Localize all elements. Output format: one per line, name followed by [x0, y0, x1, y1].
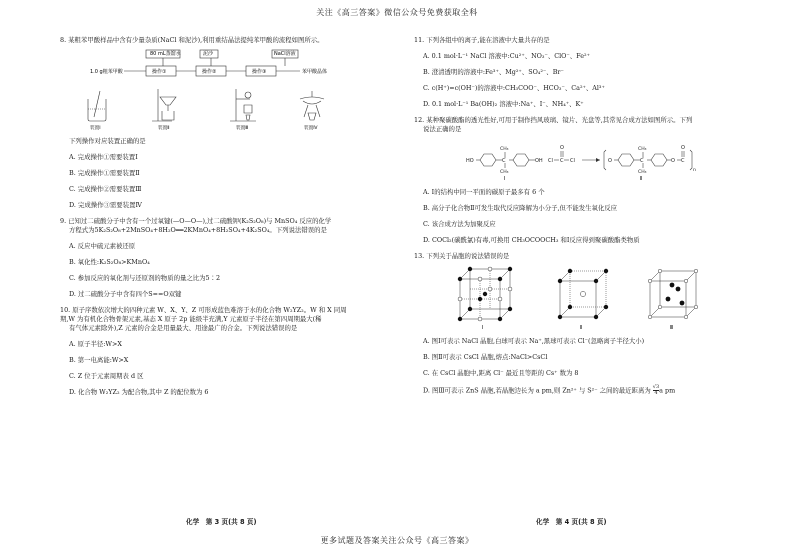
right-column — [414, 36, 748, 403]
q11-option-b: B. 澄清透明的溶液中:Fe³⁺、Mg²⁺、SO₄²⁻、Br⁻ — [423, 68, 564, 76]
q11-option-d: D. 0.1 mol·L⁻¹ Ba(OH)₂ 溶液中:Na⁺、I⁻、NH₄⁺、K⁺ — [423, 100, 584, 108]
crystal-label-1: Ⅰ — [482, 325, 484, 331]
q9-option-b: B. 氧化性:K₂S₂O₈>KMnO₄ — [69, 258, 150, 266]
apparatus-2-label: 装置Ⅱ — [158, 126, 170, 131]
crystal-label-2: Ⅱ — [580, 325, 583, 331]
q12-structure-figure — [414, 138, 748, 182]
q11-option-c: C. c(H⁺)=c(OH⁻)的溶液中:CH₃COO⁻、HCO₃⁻、Ca²⁺、Al³⁺ — [423, 84, 605, 92]
svg-text:O: O — [560, 145, 564, 151]
q10-option-c: C. Z 位于元素周期表 d 区 — [69, 372, 144, 380]
svg-text:O: O — [681, 145, 685, 151]
sqrt3-over-4-a-fraction: $\frac{√3}{4}$ — [652, 384, 660, 396]
apparatus-4-label: 装置Ⅳ — [304, 126, 318, 131]
left-column — [60, 36, 382, 404]
svg-text:n: n — [693, 168, 696, 173]
crystal-cell-3 — [650, 271, 696, 317]
q12-stem-line1: 12. 某种聚碳酸酯的透光性好,可用于制作挡风玻璃、镜片、光盘等,其常见合成方法如图所示。下列 — [414, 116, 693, 124]
q13-option-c: C. 在 CsCl 晶胞中,距离 Cl⁻ 最近且等距的 Cs⁺ 数为 8 — [423, 369, 579, 377]
q12-stem-line2: 说法正确的是 — [423, 125, 462, 133]
svg-text:O: O — [608, 158, 612, 164]
apparatus-3 — [230, 89, 256, 121]
svg-text:CH₃: CH₃ — [500, 147, 509, 152]
apparatus-3-label: 装置Ⅲ — [236, 126, 249, 131]
svg-text:HO: HO — [466, 158, 474, 164]
q13-option-b: B. 图Ⅱ可表示 CsCl 晶胞,熔点:NaCl>CsCl — [423, 353, 548, 361]
svg-text:C: C — [560, 158, 564, 164]
flow-water-label: 80 mL蒸馏水 — [150, 51, 181, 57]
q13-crystal-figure — [414, 265, 748, 331]
svg-text:Cl: Cl — [548, 158, 553, 164]
apparatus-1-label: 装置Ⅰ — [90, 126, 101, 131]
apparatus-1 — [88, 91, 106, 121]
monomer-1-structure — [466, 146, 543, 175]
q10-option-a: A. 原子半径:W>X — [69, 340, 122, 348]
flow-op1: 操作① — [152, 69, 167, 75]
crystal-label-3: Ⅲ — [670, 325, 674, 331]
right-page-number: 化学 第 4 页(共 8 页) — [536, 518, 607, 526]
q13-stem: 13. 下列关于晶胞的说法错误的是 — [414, 252, 510, 260]
page-header: 关注《高三答案》微信公众号免费获取全科 — [316, 8, 478, 17]
flow-sand: 泥沙 — [203, 51, 214, 57]
flow-product: 苯甲酸晶体 — [302, 69, 328, 75]
q12-option-b: B. 高分子化合物Ⅱ可发生取代反应降解为小分子,但不能发生氧化反应 — [423, 204, 618, 212]
svg-text:CH₃: CH₃ — [638, 147, 647, 152]
q13-option-d — [423, 385, 748, 396]
q9-option-c: C. 参加反应的氧化剂与还原剂的物质的量之比为5∶2 — [69, 274, 221, 282]
q13-option-a: A. 图Ⅰ可表示 NaCl 晶胞,白球可表示 Na⁺,黑球可表示 Cl⁻(忽略离子半径大小) — [423, 337, 645, 345]
svg-text:CH₃: CH₃ — [638, 170, 647, 175]
phosgene-structure — [548, 145, 575, 164]
flow-op3: 操作③ — [252, 69, 267, 75]
fraction-a: a — [659, 386, 663, 395]
q10-stem-line2: 期,W 为有机化合物骨架元素,基态 X 原子 2p 能级半充满,Y 元素原子半径在第四周期最大(稀 — [60, 315, 322, 323]
q10-option-d: D. 化合物 W₂YZ₂ 为配合物,其中 Z 的配位数为 6 — [69, 388, 209, 396]
q13-option-d-unit: pm — [665, 386, 676, 395]
q9-stem-line1: 9. 已知过二硫酸分子中含有一个过氧键(—O—O—),过二硫酸钾(K₂S₂O₈)与 MnSO₄ 反应的化学 — [60, 217, 332, 225]
q9-stem-line2: 方程式为5K₂S₂O₈+2MnSO₄+8H₂O══2KMnO₄+8H₂SO₄+4K₂SO₄。下列说法错误的是 — [69, 226, 327, 234]
apparatus-2 — [152, 89, 176, 121]
q10-stem-line3: 有气体元素除外),Z 元素的合金是用量最大、用途最广的合金。下列说法错误的是 — [69, 324, 298, 332]
q8-option-b: B. 完成操作①需要装置Ⅱ — [69, 169, 140, 177]
q8-stem: 8. 某粗苯甲酸样品中含有少量杂质(NaCl 和泥沙),利用重结晶法提纯苯甲酸的流程如图所示。 — [60, 36, 324, 44]
q9-option-d: D. 过二硫酸分子中含有四个S==O双键 — [69, 290, 182, 298]
left-page-number: 化学 第 3 页(共 8 页) — [186, 518, 257, 526]
q12-option-a: A. Ⅰ的结构中同一平面的碳原子最多有 6 个 — [423, 188, 545, 196]
monomer-1-label: Ⅰ — [504, 176, 506, 182]
svg-text:C: C — [502, 158, 506, 164]
svg-text:C: C — [640, 158, 644, 164]
svg-text:OH: OH — [535, 158, 543, 164]
polymer-2-label: Ⅱ — [640, 176, 643, 182]
page-footer: 更多试题及答案关注公众号《高三答案》 — [320, 536, 474, 545]
q8-intro: 下列操作对应装置正确的是 — [69, 137, 146, 145]
q12-option-c: C. 该合成方法为加聚反应 — [423, 220, 496, 228]
q12-option-d: D. COCl₂(碳酰氯)有毒,可换用 CH₃OCOOCH₃ 和Ⅰ反应得到聚碳酸酯类物质 — [423, 236, 640, 244]
q9-option-a: A. 反应中硫元素被还原 — [69, 242, 136, 250]
q11-stem: 11. 下列各组中的离子,能在溶液中大量共存的是 — [414, 36, 550, 44]
q13-option-d-text: D. 图Ⅲ可表示 ZnS 晶胞,若晶胞边长为 a pm,则 Zn²⁺ 与 S²⁻ 之间的最近距离为 — [423, 386, 651, 395]
q8-apparatus-figure — [60, 87, 382, 131]
q11-option-a: A. 0.1 mol·L⁻¹ NaCl 溶液中:Cu²⁺、NO₃⁻、ClO⁻、Fe²⁺ — [423, 52, 590, 60]
svg-text:CH₃: CH₃ — [500, 170, 509, 175]
svg-text:C: C — [681, 158, 685, 164]
q8-flow-diagram — [60, 49, 382, 87]
q10-stem-line1: 10. 原子序数依次增大的四种元素 W、X、Y、Z 可形成蓝色难溶于水的化合物 W₂YZ₂。W 和 X 同周 — [60, 306, 347, 314]
q8-option-d: D. 完成操作③需要装置Ⅳ — [69, 201, 142, 209]
flow-nacl: NaCl溶液 — [274, 51, 296, 57]
polycarbonate-structure — [604, 145, 696, 175]
flow-op2: 操作② — [202, 69, 217, 75]
apparatus-4 — [300, 91, 324, 120]
flow-sample-label: 1.0 g粗苯甲酸 — [90, 69, 123, 75]
q8-option-c: C. 完成操作②需要装置Ⅲ — [69, 185, 142, 193]
q10-option-b: B. 第一电离能:W>X — [69, 356, 129, 364]
svg-text:O: O — [671, 158, 675, 164]
svg-text:Cl: Cl — [570, 158, 575, 164]
q8-option-a: A. 完成操作①需要装置Ⅰ — [69, 153, 138, 161]
